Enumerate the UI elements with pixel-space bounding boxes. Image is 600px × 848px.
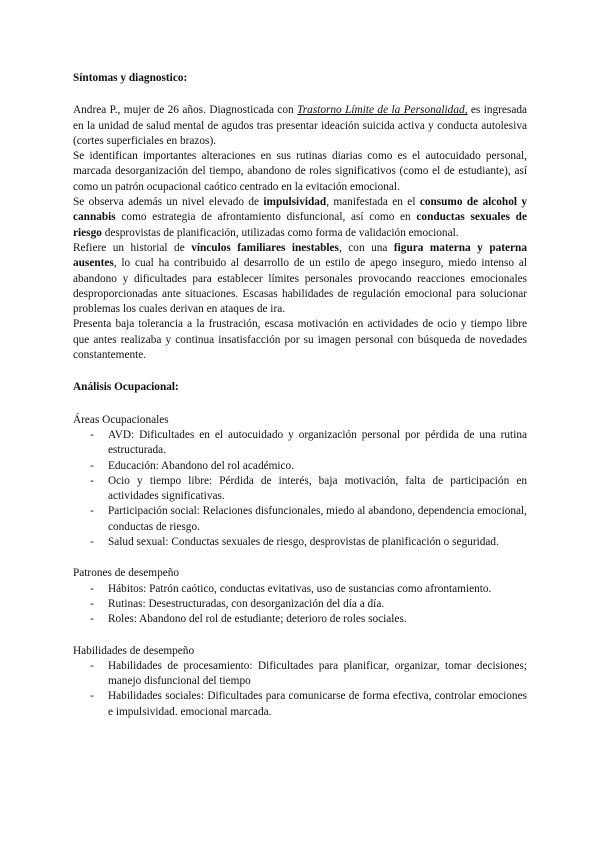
list-item: - Ocio y tiempo libre: Pérdida de interés, baja motivación, falta de participación en actividades significativas. — [73, 474, 527, 505]
skills-list — [73, 659, 527, 720]
family-history-paragraph — [73, 241, 527, 317]
list-item: - Hábitos: Patrón caótico, conductas evitativas, uso de sustancias como afrontamiento. — [73, 582, 527, 597]
absent-parents-bold: figura materna y paterna ausentes — [73, 241, 527, 270]
areas-label: Áreas Ocupacionales — [73, 413, 169, 426]
list-item: - Habilidades de procesamiento: Dificultades para planificar, organizar, tomar decisiones; manejo disfuncional del tiempo — [73, 659, 527, 690]
case-intro-paragraph — [73, 103, 527, 149]
frustration-paragraph: Presenta baja tolerancia a la frustración, escasa motivación en actividades de ocio y tiempo libre que antes realizaba y continua insatisfacción por su imagen personal con búsqueda de novedades constantemente. — [73, 318, 527, 362]
substance-use-bold: consumo de alcohol y cannabis — [73, 196, 528, 224]
case-intro-continuation: es ingresada en la unidad de salud mental de agudos tras presentar ideación suicida activa y conducta autolesiva (cortes superficiales en brazos). — [73, 104, 528, 147]
family-text-a: Refiere un historial de — [73, 241, 192, 254]
list-item: - AVD: Dificultades en el autocuidado y organización personal por pérdida de una rutina estructurada. — [73, 428, 527, 459]
skills-label: Habilidades de desempeño — [73, 644, 195, 657]
areas-list — [73, 428, 527, 550]
family-text-c: , con una — [338, 241, 394, 254]
list-item: - Educación: Abandono del rol académico. — [73, 459, 527, 474]
list-item: - Roles: Abandono del rol de estudiante; deterioro de roles sociales. — [73, 612, 527, 627]
symptoms-heading: Síntomas y diagnostico: — [73, 72, 188, 84]
impulsivity-paragraph — [73, 195, 527, 241]
risk-behavior-bold: conductas sexuales de riesgo — [73, 211, 527, 239]
impulsivity-bold: impulsividad — [263, 196, 327, 209]
case-intro-text: Andrea P., mujer de 26 años. Diagnosticada con — [73, 104, 298, 117]
impulsivity-text-d: como estrategia de afrontamiento disfuncional, así como en — [115, 211, 417, 224]
unstable-bonds-bold: vínculos familiares inestables — [191, 241, 339, 254]
patterns-label: Patrones de desempeño — [73, 567, 180, 580]
list-item: - Participación social: Relaciones disfuncionales, miedo al abandono, dependencia emocional, conductas de riesgo. — [73, 504, 527, 535]
routine-alterations-paragraph: Se identifican importantes alteraciones en sus rutinas diarias como es el autocuidado personal, marcada desorganización del tiempo, abandono de roles significativos (como el de estudiante), así como un patrón ocupacional caótico centrado en la evitación emocional. — [73, 150, 527, 193]
list-item: - Rutinas: Desestructuradas, con desorganización del día a día. — [73, 597, 527, 612]
family-text-d: , lo cual ha contribuido al desarrollo de un estilo de apego inseguro, miedo intenso al abandono y dificultades para establecer límites personales provocando reacciones emocionales desproporcionadas ante situaciones. Escasas habilidades de regulación emocional para solucionar problemas los cuales derivan en ataques de ira. — [73, 257, 527, 316]
patterns-list — [73, 582, 527, 628]
impulsivity-text-c: , manifestada en el — [326, 196, 420, 209]
occupational-analysis-heading: Análisis Ocupacional: — [73, 381, 179, 394]
diagnosis-text: Trastorno Límite de la Personalidad, — [297, 104, 468, 117]
impulsivity-text-e: desprovistas de planificación, utilizadas como forma de validación emocional. — [101, 226, 459, 239]
list-item: - Salud sexual: Conductas sexuales de riesgo, desprovistas de planificación o seguridad. — [73, 535, 527, 550]
impulsivity-text-a: Se observa además un nivel elevado de — [73, 196, 264, 209]
list-item: - Habilidades sociales: Dificultades para comunicarse de forma efectiva, controlar emociones e impulsividad. emocional marcada. — [73, 689, 527, 720]
